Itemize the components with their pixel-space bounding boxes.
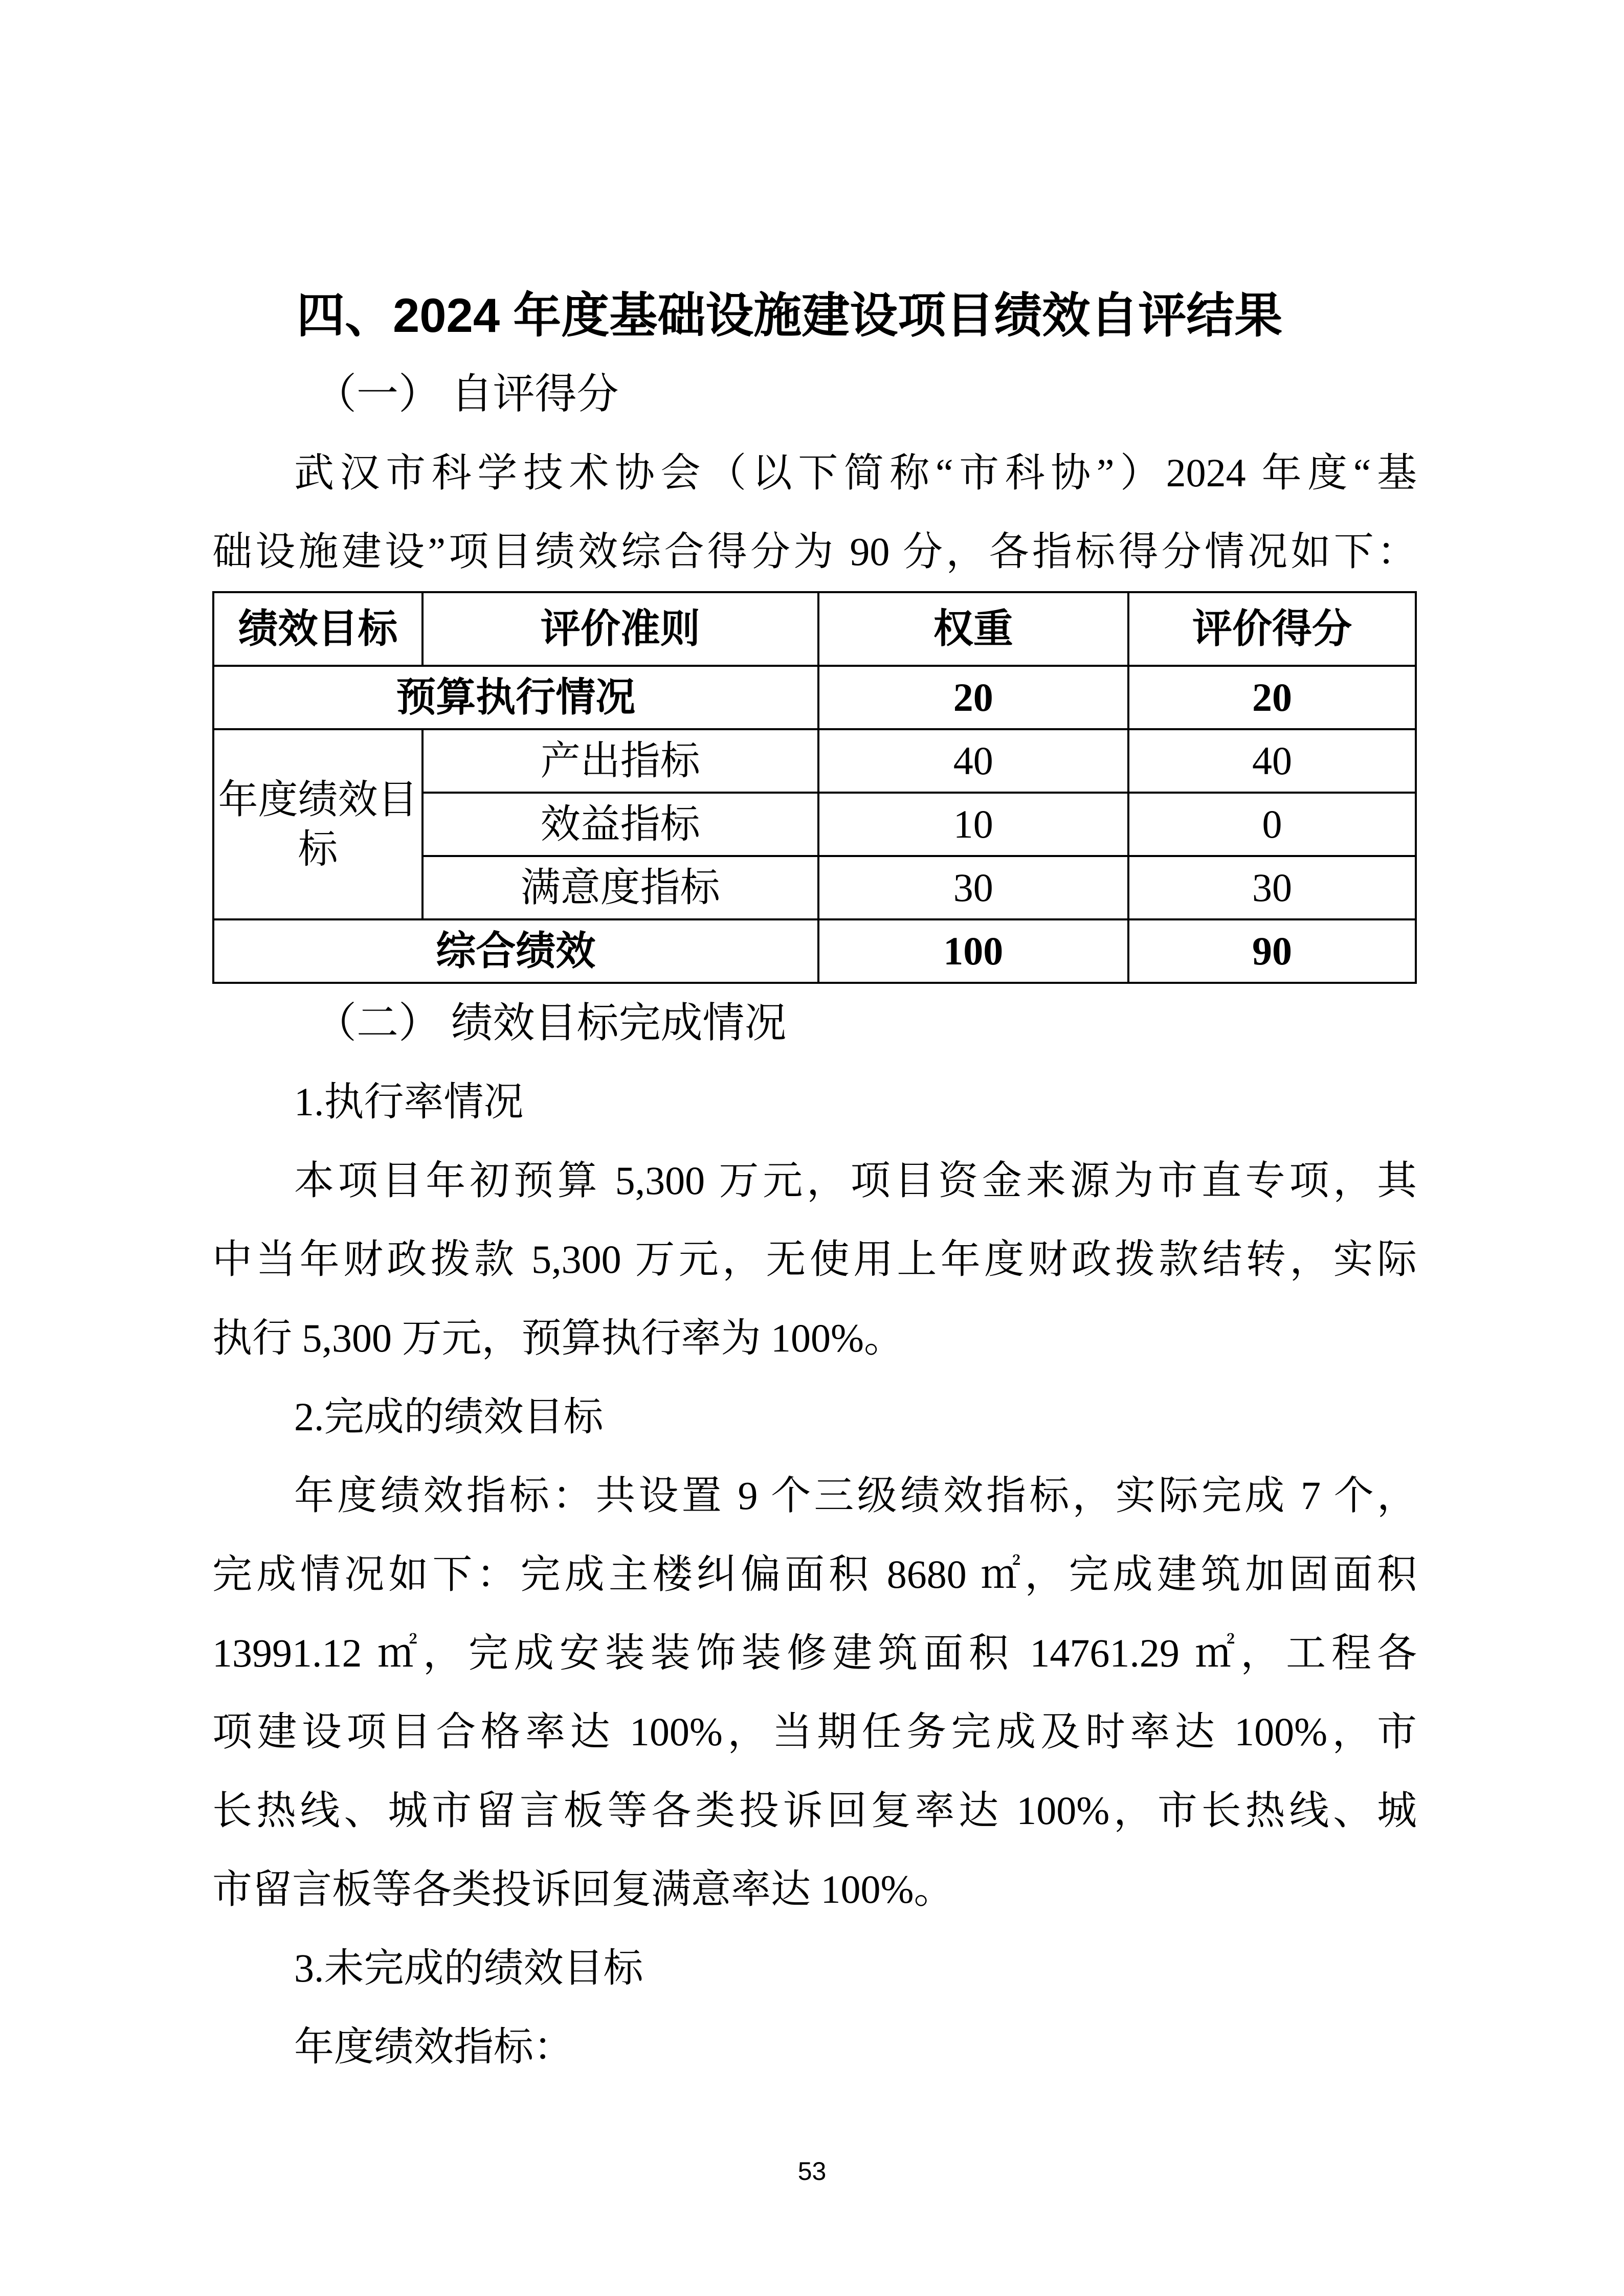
cell-total-score: 90 [1128, 919, 1416, 983]
table-row-output [213, 729, 1416, 793]
heading-self-score: （一） 自评得分 [315, 371, 619, 417]
paragraph-intro-line-2: 础设施建设”项目绩效综合得分为 90 分，各指标得分情况如下： [212, 529, 1417, 574]
table-row-budget [213, 666, 1416, 729]
paragraph-uncompleted-line-1: 年度绩效指标： [294, 2024, 574, 2069]
cell-total-weight: 100 [818, 919, 1129, 983]
header-cell-weight: 权重 [818, 592, 1129, 666]
paragraph-completed-line-3: 13991.12 ㎡，完成安装装饰装修建筑面积 14761.29 ㎡，工程各 [212, 1631, 1417, 1675]
document-title: 四、2024 年度基础设施建设项目绩效自评结果 [297, 288, 1283, 342]
cell-satisfaction-label: 满意度指标 [422, 856, 818, 919]
paragraph-completed-line-4: 项建设项目合格率达 100%，当期任务完成及时率达 100%，市 [212, 1709, 1417, 1754]
subheading-uncompleted-goals: 3.未完成的绩效目标 [294, 1946, 643, 1990]
header-cell-criterion: 评价准则 [422, 592, 818, 666]
header-cell-goal: 绩效目标 [213, 592, 422, 666]
cell-budget-weight: 20 [818, 666, 1129, 729]
paragraph-execution-line-3: 执行 5,300 万元，预算执行率为 100%。 [212, 1316, 904, 1360]
cell-output-weight: 40 [818, 729, 1129, 793]
paragraph-completed-line-1: 年度绩效指标：共设置 9 个三级绩效指标，实际完成 7 个， [294, 1473, 1417, 1518]
header-cell-score: 评价得分 [1128, 592, 1416, 666]
paragraph-execution-line-2: 中当年财政拨款 5,300 万元，无使用上年度财政拨款结转，实际 [212, 1237, 1417, 1281]
cell-output-label: 产出指标 [422, 729, 818, 793]
cell-benefit-label: 效益指标 [422, 793, 818, 856]
cell-budget-label: 预算执行情况 [213, 666, 818, 729]
paragraph-completed-line-2: 完成情况如下：完成主楼纠偏面积 8680 ㎡，完成建筑加固面积 [212, 1552, 1417, 1596]
score-table [212, 591, 1417, 984]
cell-benefit-score: 0 [1128, 793, 1416, 856]
cell-output-score: 40 [1128, 729, 1416, 793]
cell-budget-score: 20 [1128, 666, 1416, 729]
subheading-completed-goals: 2.完成的绩效目标 [294, 1394, 604, 1439]
cell-annual-goal-group: 年度绩效目标 [213, 729, 422, 919]
table-header-row [213, 592, 1416, 666]
paragraph-intro-line-1: 武汉市科学技术协会（以下简称“市科协”）2024 年度“基 [294, 451, 1417, 495]
paragraph-execution-line-1: 本项目年初预算 5,300 万元，项目资金来源为市直专项，其 [294, 1158, 1417, 1203]
heading-goal-completion: （二） 绩效目标完成情况 [315, 1000, 787, 1046]
cell-total-label: 综合绩效 [213, 919, 818, 983]
cell-benefit-weight: 10 [818, 793, 1129, 856]
cell-satisfaction-weight: 30 [818, 856, 1129, 919]
paragraph-completed-line-5: 长热线、城市留言板等各类投诉回复率达 100%，市长热线、城 [212, 1788, 1417, 1833]
table-row-total [213, 919, 1416, 983]
paragraph-completed-line-6: 市留言板等各类投诉回复满意率达 100%。 [212, 1867, 954, 1911]
cell-satisfaction-score: 30 [1128, 856, 1416, 919]
page-number: 53 [797, 2157, 827, 2186]
subheading-execution-rate: 1.执行率情况 [294, 1079, 524, 1124]
